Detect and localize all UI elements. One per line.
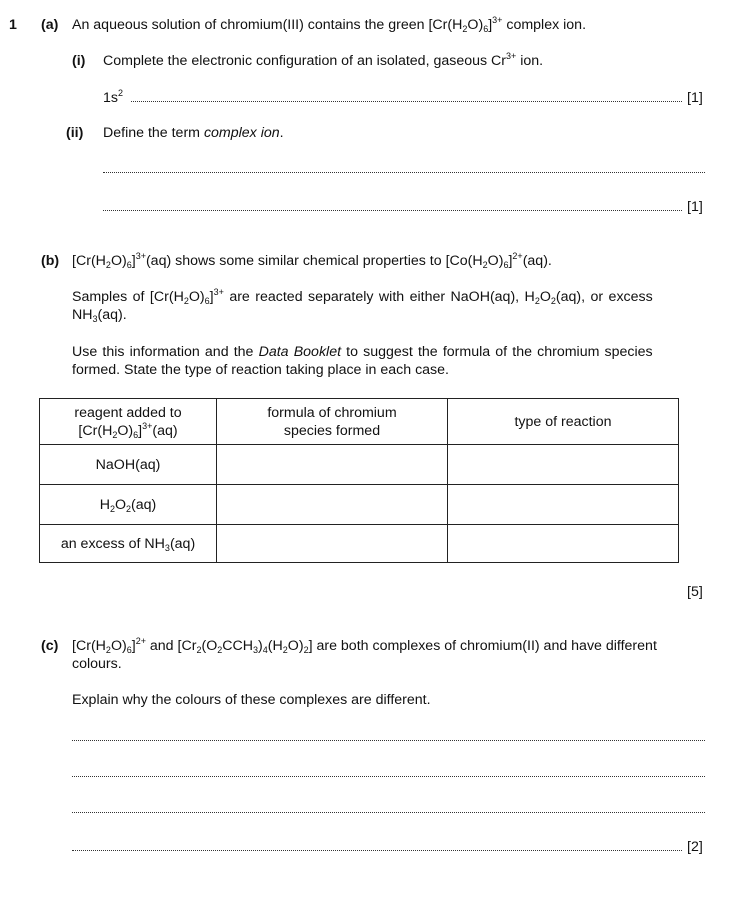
header-formula: formula of chromium species formed — [217, 399, 448, 445]
reaction-table — [39, 398, 679, 563]
part-c-label: (c) — [41, 638, 59, 654]
answer-line-a-ii-1[interactable] — [103, 172, 705, 173]
type-cell-2[interactable] — [448, 485, 679, 525]
part-b-para2-line2: $NH_3(aq)$. — [72, 307, 127, 324]
mark-a-i: [1] — [687, 90, 703, 106]
part-a-label: (a) — [41, 17, 59, 33]
formula-cell-2[interactable] — [217, 485, 448, 525]
part-b-label: (b) — [41, 253, 60, 269]
answer-line-c-2[interactable] — [72, 776, 705, 777]
mark-b: [5] — [687, 584, 703, 600]
answer-line-a-ii-2[interactable] — [103, 210, 682, 211]
answer-line-c-4[interactable] — [72, 850, 682, 851]
part-b-para3-line2: formed. State the type of reaction taking place in each case. — [72, 362, 449, 378]
reagent-naoh: NaOH(aq) — [40, 445, 217, 485]
part-a-intro: An aqueous solution of chromium(III) contains the green $[Cr(H_2O)_6]^{3+}$ complex ion. — [72, 15, 587, 34]
question-number: 1 — [9, 17, 17, 33]
part-c-instruction: Explain why the colours of these complexes are different. — [72, 692, 431, 708]
part-b-para2-line1: Samples of $[Cr(H_2O)_6]^{3+}$ are reacted separately with either NaOH(aq), $H_2O_2(aq)$, or excess — [72, 287, 653, 306]
answer-line-c-3[interactable] — [72, 812, 705, 813]
reagent-h2o2: $H_2O_2(aq)$ — [40, 485, 217, 525]
answer-line-a-i[interactable] — [131, 101, 682, 102]
table-header-row — [40, 399, 679, 445]
part-c-line2: colours. — [72, 656, 122, 672]
part-c-line1: $[Cr(H_2O)_6]^{2+}$ and $[Cr_2(O_2CCH_3)_4(H_2O)_2]$ are both complexes of chromium(II) and have different — [72, 636, 657, 655]
part-a-ii-label: (ii) — [66, 125, 84, 141]
header-reagent: reagent added to $[Cr(H_2O)_6]^{3+}(aq)$ — [40, 399, 217, 445]
mark-a-ii: [1] — [687, 199, 703, 215]
answer-line-c-1[interactable] — [72, 740, 705, 741]
part-a-i-question: Complete the electronic configuration of an isolated, gaseous $Cr^{3+}$ ion. — [103, 51, 544, 69]
reagent-nh3: an excess of $NH_3(aq)$ — [40, 525, 217, 563]
config-start: $1s^2$ — [103, 88, 123, 106]
formula-cell-1[interactable] — [217, 445, 448, 485]
table-row — [40, 525, 679, 563]
part-a-ii-question: Define the term complex ion. — [103, 125, 284, 141]
formula-cell-3[interactable] — [217, 525, 448, 563]
table-row — [40, 485, 679, 525]
table-row — [40, 445, 679, 485]
part-a-i-label: (i) — [72, 53, 86, 69]
part-b-line1: $[Cr(H_2O)_6]^{3+}(aq)$ shows some similar chemical properties to $[Co(H_2O)_6]^{2+}(aq)$. — [72, 251, 552, 270]
type-cell-1[interactable] — [448, 445, 679, 485]
mark-c: [2] — [687, 839, 703, 855]
header-type: type of reaction — [448, 399, 679, 445]
type-cell-3[interactable] — [448, 525, 679, 563]
part-b-para3-line1: Use this information and the Data Booklet to suggest the formula of the chromium species — [72, 344, 653, 360]
